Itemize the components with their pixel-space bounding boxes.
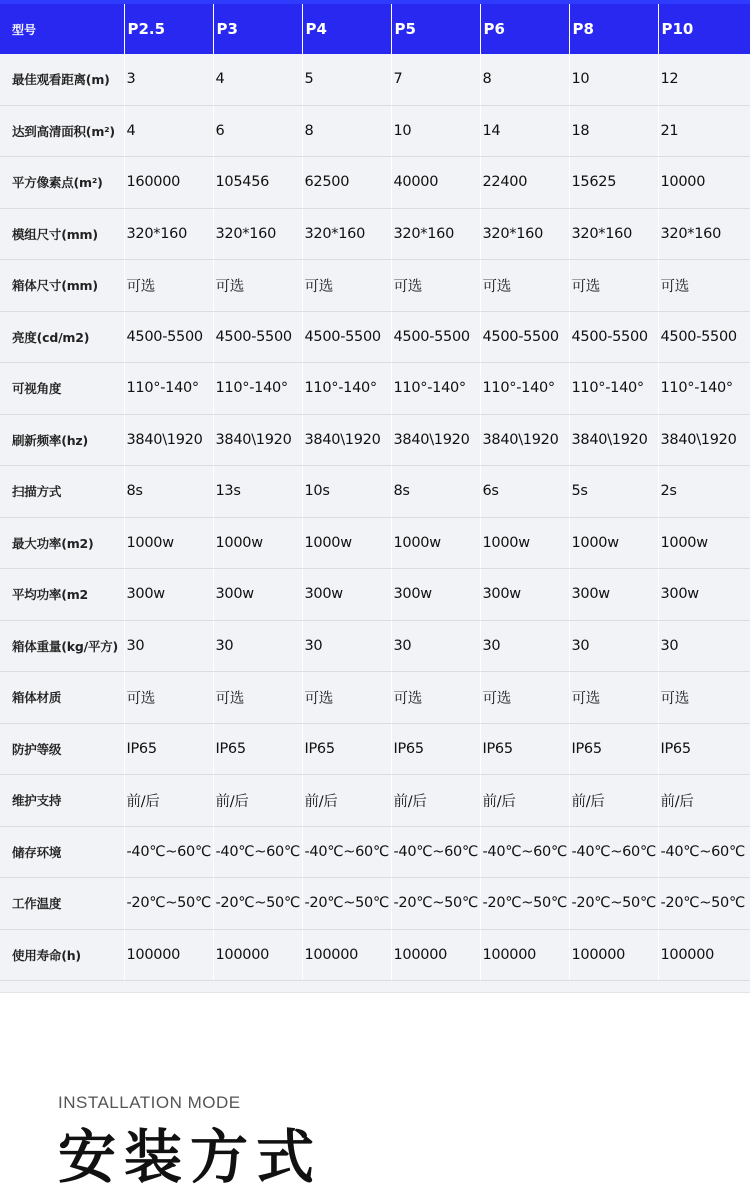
table-row [0,157,750,209]
table-row [0,620,750,672]
table-cell: 105456 [213,157,302,209]
table-cell: 300w [124,569,213,621]
table-cell: 可选 [124,672,213,724]
table-cell: 6 [213,105,302,157]
table-cell: 可选 [213,672,302,724]
table-cell: 320*160 [569,208,658,260]
row-label: 使用寿命(h) [0,929,124,981]
table-cell: IP65 [569,723,658,775]
table-cell: 4500-5500 [480,311,569,363]
table-row [0,311,750,363]
table-row [0,260,750,312]
table-cell: 300w [658,569,750,621]
table-cell: 110°-140° [391,363,480,415]
table-cell: 1000w [569,517,658,569]
table-row [0,517,750,569]
row-label: 模组尺寸(mm) [0,208,124,260]
table-cell: 1000w [213,517,302,569]
table-cell: 可选 [302,672,391,724]
table-row [0,723,750,775]
table-cell: 300w [391,569,480,621]
table-cell: 1000w [124,517,213,569]
table-cell: 30 [480,620,569,672]
table-cell: -20℃~50℃ [213,878,302,930]
table-cell: 前/后 [658,775,750,827]
table-cell: 前/后 [569,775,658,827]
table-cell: -40℃~60℃ [658,826,750,878]
table-cell: -20℃~50℃ [658,878,750,930]
table-cell: 3840\1920 [658,414,750,466]
table-cell: 3840\1920 [213,414,302,466]
column-header: P2.5 [124,4,213,54]
table-cell: 160000 [124,157,213,209]
table-cell: 100000 [480,929,569,981]
table-cell: -40℃~60℃ [124,826,213,878]
table-cell: 3 [124,54,213,105]
row-label: 箱体尺寸(mm) [0,260,124,312]
table-cell: 100000 [569,929,658,981]
table-cell: 可选 [391,260,480,312]
installation-subtitle: INSTALLATION MODE [58,1093,241,1112]
table-cell: 30 [569,620,658,672]
table-cell: -40℃~60℃ [302,826,391,878]
section-divider [0,992,750,993]
table-cell: 4 [124,105,213,157]
table-cell: 300w [213,569,302,621]
header-label: 型号 [0,4,124,54]
table-cell: 30 [213,620,302,672]
table-cell: 1000w [658,517,750,569]
table-cell: 100000 [302,929,391,981]
table-cell: 320*160 [480,208,569,260]
table-cell: IP65 [391,723,480,775]
table-cell: 30 [658,620,750,672]
row-label: 防护等级 [0,723,124,775]
row-label: 达到高清面积(m²) [0,105,124,157]
table-cell: 13s [213,466,302,518]
table-cell: 3840\1920 [391,414,480,466]
table-cell: 30 [302,620,391,672]
table-header-row [0,4,750,54]
table-cell: 4500-5500 [302,311,391,363]
table-cell: 10000 [658,157,750,209]
row-label: 箱体材质 [0,672,124,724]
row-label: 亮度(cd/m2) [0,311,124,363]
table-cell: 前/后 [213,775,302,827]
table-cell: 可选 [302,260,391,312]
table-cell: 8s [391,466,480,518]
table-cell: 10 [391,105,480,157]
installation-title: 安装方式 [58,1123,323,1191]
table-cell: 前/后 [302,775,391,827]
table-cell: 110°-140° [302,363,391,415]
table-cell: 30 [391,620,480,672]
column-header: P6 [480,4,569,54]
row-label: 刷新频率(hz) [0,414,124,466]
table-row [0,929,750,981]
table-cell: 3840\1920 [302,414,391,466]
table-cell: 4500-5500 [569,311,658,363]
table-cell: 110°-140° [213,363,302,415]
table-cell: 6s [480,466,569,518]
table-cell: IP65 [124,723,213,775]
table-cell: -20℃~50℃ [480,878,569,930]
row-label: 工作温度 [0,878,124,930]
row-label: 最大功率(m2) [0,517,124,569]
table-cell: 320*160 [302,208,391,260]
table-cell: 可选 [569,672,658,724]
table-row [0,363,750,415]
column-header: P5 [391,4,480,54]
table-cell: 100000 [658,929,750,981]
column-header: P3 [213,4,302,54]
table-cell: 12 [658,54,750,105]
table-cell: 300w [480,569,569,621]
table-row [0,826,750,878]
table-cell: IP65 [480,723,569,775]
table-row [0,672,750,724]
table-cell: 可选 [658,672,750,724]
table-row [0,54,750,105]
table-cell: IP65 [302,723,391,775]
table-cell: 可选 [391,672,480,724]
table-cell: 5s [569,466,658,518]
table-cell: 4 [213,54,302,105]
table-cell: 100000 [124,929,213,981]
table-cell: 21 [658,105,750,157]
table-cell: 可选 [480,260,569,312]
table-row [0,208,750,260]
table-cell: IP65 [213,723,302,775]
table-cell: 前/后 [480,775,569,827]
table-cell: IP65 [658,723,750,775]
table-row [0,569,750,621]
table-cell: 320*160 [391,208,480,260]
table-cell: 320*160 [124,208,213,260]
table-cell: 7 [391,54,480,105]
table-cell: 18 [569,105,658,157]
table-cell: 可选 [124,260,213,312]
table-body [0,54,750,981]
table-cell: 40000 [391,157,480,209]
table-cell: -40℃~60℃ [213,826,302,878]
table-cell: 5 [302,54,391,105]
table-cell: -20℃~50℃ [302,878,391,930]
table-cell: -20℃~50℃ [391,878,480,930]
table-cell: -20℃~50℃ [124,878,213,930]
table-cell: 100000 [391,929,480,981]
table-cell: 110°-140° [124,363,213,415]
table-cell: 8 [480,54,569,105]
table-cell: 300w [302,569,391,621]
table-cell: 100000 [213,929,302,981]
table-cell: 110°-140° [569,363,658,415]
table-cell: 前/后 [391,775,480,827]
table-cell: 320*160 [658,208,750,260]
table-cell: 3840\1920 [569,414,658,466]
row-label: 维护支持 [0,775,124,827]
table-cell: -40℃~60℃ [391,826,480,878]
table-cell: 4500-5500 [213,311,302,363]
table-cell: -40℃~60℃ [569,826,658,878]
table-row [0,775,750,827]
table-row [0,414,750,466]
row-label: 最佳观看距离(m) [0,54,124,105]
row-label: 平均功率(m2 [0,569,124,621]
table-cell: 320*160 [213,208,302,260]
row-label: 可视角度 [0,363,124,415]
spec-table [0,4,750,981]
table-cell: 8 [302,105,391,157]
table-cell: 14 [480,105,569,157]
column-header: P4 [302,4,391,54]
table-cell: 1000w [391,517,480,569]
table-cell: 300w [569,569,658,621]
table-row [0,466,750,518]
table-cell: -40℃~60℃ [480,826,569,878]
row-label: 扫描方式 [0,466,124,518]
table-cell: 62500 [302,157,391,209]
table-cell: 3840\1920 [480,414,569,466]
table-cell: 4500-5500 [124,311,213,363]
table-cell: 2s [658,466,750,518]
table-row [0,105,750,157]
table-cell: 8s [124,466,213,518]
table-cell: 15625 [569,157,658,209]
table-cell: -20℃~50℃ [569,878,658,930]
table-cell: 可选 [213,260,302,312]
table-cell: 10 [569,54,658,105]
table-cell: 4500-5500 [658,311,750,363]
table-row [0,878,750,930]
row-label: 箱体重量(kg/平方) [0,620,124,672]
table-cell: 1000w [480,517,569,569]
table-cell: 30 [124,620,213,672]
row-label: 储存环境 [0,826,124,878]
table-cell: 前/后 [124,775,213,827]
table-cell: 可选 [480,672,569,724]
column-header: P10 [658,4,750,54]
table-cell: 3840\1920 [124,414,213,466]
table-cell: 10s [302,466,391,518]
table-cell: 可选 [569,260,658,312]
table-cell: 22400 [480,157,569,209]
table-cell: 1000w [302,517,391,569]
column-header: P8 [569,4,658,54]
table-cell: 4500-5500 [391,311,480,363]
table-cell: 可选 [658,260,750,312]
row-label: 平方像素点(m²) [0,157,124,209]
table-cell: 110°-140° [480,363,569,415]
table-cell: 110°-140° [658,363,750,415]
